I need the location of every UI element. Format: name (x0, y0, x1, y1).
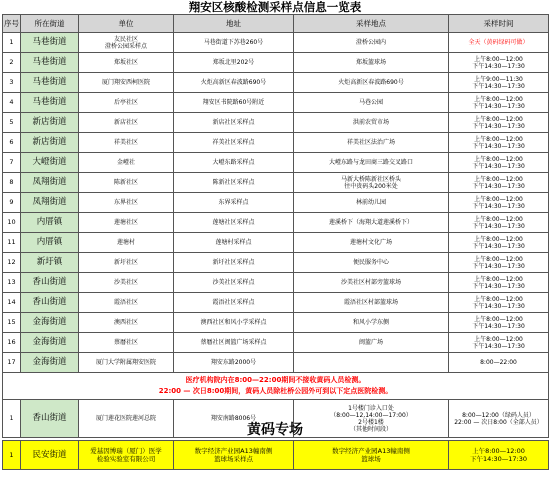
cell-unit: 东界社区 (79, 193, 174, 213)
cell-address: 火炬高新区春波路690号 (174, 73, 294, 93)
cell-address: 莲塘村采样点 (174, 233, 294, 253)
cell-address: 陈新社区采样点 (174, 173, 294, 193)
cell-street: 内厝镇 (21, 213, 79, 233)
cell-time: 全天（黄码绿码可做） (449, 33, 549, 53)
cell-time: 上午8:00—12:00 下午14:30—17:30 (449, 293, 549, 313)
cell-place: 马新大桥陈新社区桥头 往中贵码头200米处 (294, 173, 449, 193)
cell-street: 马巷街道 (21, 33, 79, 53)
cell-no: 15 (3, 313, 21, 333)
cell-street: 马巷街道 (21, 93, 79, 113)
cell-unit: 祥美社区 (79, 133, 174, 153)
cell-unit: 莲塘社区 (79, 213, 174, 233)
cell-place: 澄桥公园内 (294, 33, 449, 53)
cell-place: 霞浯社区村部篮球场 (294, 293, 449, 313)
cell-address: 霞浯社区采样点 (174, 293, 294, 313)
cell-street: 凤翔街道 (21, 193, 79, 213)
cell-place: 和风小学东侧 (294, 313, 449, 333)
cell-place: 大嶝东路与龙田商三路交叉路口 (294, 153, 449, 173)
cell-street: 香山街道 (21, 273, 79, 293)
table-row (3, 233, 549, 253)
cell-time: 上午8:00—12:00 下午14:30—17:30 (449, 253, 549, 273)
cell-place (294, 353, 449, 373)
header-street: 所在街道 (21, 15, 79, 33)
cell-unit: 厦门大学附属翔安医院 (79, 353, 174, 373)
cell-address: 莲塘社区采样点 (174, 213, 294, 233)
cell-time: 上午8:00—12:00 下午14:30—17:30 (449, 53, 549, 73)
special-unit: 厦门莲花医院莲河总院 (79, 400, 174, 438)
table-row (3, 73, 549, 93)
header-place: 采样地点 (294, 15, 449, 33)
cell-time: 8:00—22:00 (449, 353, 549, 373)
cell-place: 郑坂篮球场 (294, 53, 449, 73)
cell-street: 凤翔街道 (21, 173, 79, 193)
table-row (3, 193, 549, 213)
cell-no: 16 (3, 333, 21, 353)
cell-address: 祥美社区采样点 (174, 133, 294, 153)
cell-no: 7 (3, 153, 21, 173)
yellow-unit: 爱基因博瑞（厦门）医学 检验实验室有限公司 (79, 441, 174, 470)
cell-address: 蔡暦社区闽篮广场采样点 (174, 333, 294, 353)
table-header-row (3, 15, 549, 33)
cell-no: 4 (3, 93, 21, 113)
cell-no: 13 (3, 273, 21, 293)
cell-time: 上午8:00—12:00 下午14:30—17:30 (449, 333, 549, 353)
cell-street: 金海街道 (21, 333, 79, 353)
table-body (3, 33, 549, 373)
cell-street: 新圩镇 (21, 253, 79, 273)
cell-no: 9 (3, 193, 21, 213)
special-address: 翔安南路8006号 (174, 400, 294, 438)
cell-place: 洪前农贸市场 (294, 113, 449, 133)
cell-unit: 友民社区 澄桥公园采样点 (79, 33, 174, 53)
table-row (3, 113, 549, 133)
cell-street: 内厝镇 (21, 233, 79, 253)
table-row (3, 153, 549, 173)
cell-street: 马巷街道 (21, 53, 79, 73)
cell-place: 火炬高新区春波路690号 (294, 73, 449, 93)
cell-unit: 新圩社区 (79, 253, 174, 273)
cell-unit: 陈新社区 (79, 173, 174, 193)
cell-place: 林前幼儿园 (294, 193, 449, 213)
cell-street: 大嶝街道 (21, 153, 79, 173)
notice-row (3, 373, 549, 400)
cell-time: 上午8:00—12:00 下午14:30—17:30 (449, 313, 549, 333)
cell-time: 上午8:00—12:00 下午14:30—17:30 (449, 153, 549, 173)
table-row (3, 353, 549, 373)
yellow-address: 数字经济产业园A13幢南侧 篮球场采样点 (174, 441, 294, 470)
special-time: 8:00—12:00（绿码人员） 22:00 — 次日8:00（全部人员） (449, 400, 549, 438)
cell-place: 便民服务中心 (294, 253, 449, 273)
table-row (3, 293, 549, 313)
table-row (3, 53, 549, 73)
cell-time: 上午8:00—12:00 下午14:30—17:30 (449, 93, 549, 113)
yellow-street: 民安街道 (21, 441, 79, 470)
cell-no: 6 (3, 133, 21, 153)
cell-no: 1 (3, 33, 21, 53)
cell-street: 新店街道 (21, 113, 79, 133)
cell-address: 大嶝东路采样点 (174, 153, 294, 173)
cell-no: 12 (3, 253, 21, 273)
cell-unit: 厦门翔安西柯医院 (79, 73, 174, 93)
table-row (3, 253, 549, 273)
cell-no: 10 (3, 213, 21, 233)
header-address: 地址 (174, 15, 294, 33)
cell-unit: 郑坂社区 (79, 53, 174, 73)
cell-time: 上午8:00—12:00 下午14:30—17:30 (449, 133, 549, 153)
cell-place: 莲溪桥下（海翔大道莲溪桥下） (294, 213, 449, 233)
cell-place: 闽篮广场 (294, 333, 449, 353)
table-row (3, 173, 549, 193)
cell-time: 上午8:00—12:00 下午14:30—17:30 (449, 113, 549, 133)
sampling-table (2, 14, 549, 438)
cell-time: 上午9:00—11:30 下午14:30—17:30 (449, 73, 549, 93)
cell-unit: 金嶝社 (79, 153, 174, 173)
yellow-no: 1 (3, 441, 21, 470)
cell-time: 上午8:00—12:00 下午14:30—17:30 (449, 273, 549, 293)
cell-place: 马巷公园 (294, 93, 449, 113)
cell-address: 翔安区书院路60号附近 (174, 93, 294, 113)
table-row (3, 33, 549, 53)
notice-text: 医疗机构院内在8:00—22:00期间不接收黄码人员检测。 22:00 — 次日8:00期间，黄码人员除杜桥公园外可到以下定点医院检测。 (3, 373, 549, 400)
cell-address: 东界采样点 (174, 193, 294, 213)
cell-street: 新店街道 (21, 133, 79, 153)
table-row (3, 333, 549, 353)
cell-no: 3 (3, 73, 21, 93)
cell-place: 莲塘村文化广场 (294, 233, 449, 253)
cell-place: 祥美社区法治广场 (294, 133, 449, 153)
cell-unit: 澳西社区 (79, 313, 174, 333)
header-no: 序号 (3, 15, 21, 33)
cell-address: 沙美社区采样点 (174, 273, 294, 293)
cell-time: 上午8:00—12:00 下午14:30—17:30 (449, 233, 549, 253)
yellow-row (3, 441, 549, 470)
special-place: 1号楼门诊入口处 （8:00—12,14:00—17:00） 2号楼1楼 （其他时间段） (294, 400, 449, 438)
table-row (3, 133, 549, 153)
yellow-place: 数字经济产业园A13幢南侧 篮球场 (294, 441, 449, 470)
cell-unit: 霞浯社区 (79, 293, 174, 313)
cell-unit: 沙美社区 (79, 273, 174, 293)
special-no: 1 (3, 400, 21, 438)
cell-time: 上午8:00—12:00 下午14:30—17:30 (449, 213, 549, 233)
cell-no: 17 (3, 353, 21, 373)
yellow-code-title: 黄码专场 (247, 422, 303, 438)
cell-address: 新圩社区采样点 (174, 253, 294, 273)
cell-place: 沙美社区村部旁篮球场 (294, 273, 449, 293)
cell-time: 上午8:00—12:00 下午14:30—17:30 (449, 173, 549, 193)
cell-address: 郑坂北里202号 (174, 53, 294, 73)
header-unit: 单位 (79, 15, 174, 33)
page-title: 翔安区核酸检测采样点信息一览表 (188, 0, 362, 14)
cell-address: 马巷街道下苏巷260号 (174, 33, 294, 53)
cell-street: 金海街道 (21, 313, 79, 333)
table-row (3, 273, 549, 293)
cell-no: 5 (3, 113, 21, 133)
table-row (3, 93, 549, 113)
special-street: 香山街道 (21, 400, 79, 438)
cell-address: 翔安东路2000号 (174, 353, 294, 373)
yellow-code-table (2, 440, 549, 470)
cell-address: 澳西社区和风小学采样点 (174, 313, 294, 333)
cell-unit: 蔡暦社区 (79, 333, 174, 353)
cell-no: 2 (3, 53, 21, 73)
cell-unit: 新店社区 (79, 113, 174, 133)
header-time: 采样时间 (449, 15, 549, 33)
cell-address: 新店社区采样点 (174, 113, 294, 133)
table-row (3, 213, 549, 233)
cell-no: 8 (3, 173, 21, 193)
cell-street: 金海街道 (21, 353, 79, 373)
cell-no: 11 (3, 233, 21, 253)
cell-unit: 莲塘村 (79, 233, 174, 253)
cell-no: 14 (3, 293, 21, 313)
cell-street: 香山街道 (21, 293, 79, 313)
cell-time: 上午8:00—12:00 下午14:30—17:30 (449, 193, 549, 213)
table-row (3, 313, 549, 333)
yellow-time: 上午8:00—12:00 下午14:30—17:30 (449, 441, 549, 470)
cell-street: 马巷街道 (21, 73, 79, 93)
cell-unit: 后亭社区 (79, 93, 174, 113)
